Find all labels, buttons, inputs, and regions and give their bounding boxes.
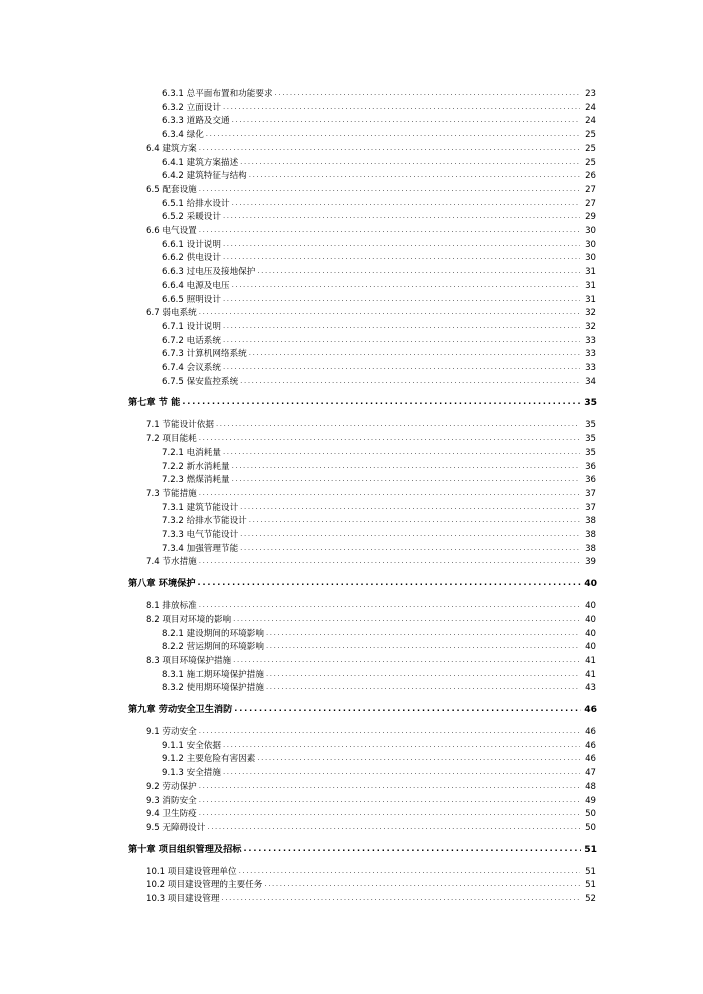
toc-entry-title: 6.6.3 过电压及接地保护	[162, 267, 256, 278]
toc-entry-title: 7.3.1 建筑节能设计	[162, 502, 239, 513]
toc-entry[interactable]	[162, 347, 596, 360]
toc-entry[interactable]	[162, 251, 596, 264]
toc-page-number: 35	[585, 420, 596, 431]
toc-entry-title: 6.6.5 照明设计	[162, 294, 221, 305]
toc-entry-title: 6.5 配套设施	[146, 184, 197, 195]
toc-page-number: 51	[585, 880, 596, 891]
toc-page-number: 33	[585, 349, 596, 360]
toc-entry-title: 7.1 节能设计依据	[146, 420, 214, 431]
toc-page-number: 25	[585, 130, 596, 141]
toc-page-number: 27	[585, 184, 596, 195]
dot-leader	[223, 447, 580, 458]
dot-leader	[239, 866, 580, 877]
toc-page-number: 50	[585, 822, 596, 833]
dot-leader	[223, 740, 580, 751]
dot-leader	[240, 157, 580, 168]
toc-entry-title: 8.2 项目对环境的影响	[146, 614, 232, 625]
toc-page-number: 24	[585, 116, 596, 127]
toc-entry-title: 第九章 劳动安全卫生消防	[128, 704, 233, 715]
dot-leader	[240, 543, 580, 554]
toc-entry-title: 7.2 项目能耗	[146, 434, 197, 445]
toc-page-number: 38	[585, 530, 596, 540]
toc-entry-title: 6.5.1 给排水设计	[162, 198, 230, 209]
toc-page-number: 51	[585, 866, 596, 877]
dot-leader	[223, 252, 580, 263]
dot-leader	[266, 682, 580, 693]
toc-entry-title: 7.3.2 给排水节能设计	[162, 516, 247, 527]
toc-entry-title: 6.3.1 总平面布置和功能要求	[162, 89, 273, 99]
toc-page-number: 41	[585, 655, 596, 666]
toc-page-number: 46	[585, 740, 596, 751]
toc-entry[interactable]	[146, 183, 596, 196]
toc-page-number: 33	[585, 335, 596, 346]
toc-page-number: 33	[585, 363, 596, 373]
dot-leader	[240, 502, 580, 513]
dot-leader	[199, 184, 580, 195]
toc-entry[interactable]	[146, 865, 596, 878]
toc-entry[interactable]	[162, 739, 596, 752]
toc-entry-title: 9.1 劳动安全	[146, 727, 197, 737]
toc-page-number: 35	[584, 397, 597, 409]
toc-page-number: 25	[585, 157, 596, 168]
dot-leader	[266, 669, 580, 680]
toc-page-number: 52	[585, 894, 596, 904]
toc-entry[interactable]	[146, 725, 596, 738]
dot-leader	[249, 515, 580, 526]
toc-entry-title: 6.7.5 保安监控系统	[162, 376, 239, 387]
toc-entry-title: 第十章 项目组织管理及招标	[128, 843, 242, 855]
dot-leader	[223, 335, 580, 346]
toc-page-number: 39	[585, 557, 596, 568]
toc-entry[interactable]	[162, 156, 596, 169]
toc-chapter-entry[interactable]	[128, 702, 597, 715]
toc-entry[interactable]	[146, 654, 596, 667]
toc-entry[interactable]	[162, 375, 596, 388]
toc-page-number: 32	[585, 308, 596, 319]
dot-leader	[232, 474, 580, 485]
toc-entry[interactable]	[162, 446, 596, 459]
toc-page-number: 40	[585, 601, 596, 612]
toc-entry[interactable]	[162, 87, 596, 100]
toc-page-number: 27	[585, 198, 596, 209]
toc-page-number: 30	[585, 253, 596, 264]
toc-entry-title: 8.3.2 使用期环境保护措施	[162, 683, 264, 694]
dot-leader	[233, 655, 580, 666]
toc-entry[interactable]	[162, 542, 596, 555]
toc-entry[interactable]	[146, 780, 596, 793]
toc-entry[interactable]	[162, 681, 596, 694]
toc-entry-title: 7.3.3 电气节能设计	[162, 530, 239, 540]
toc-page-number: 48	[585, 781, 596, 792]
toc-entry-title: 10.1 项目建设管理单位	[146, 866, 237, 877]
dot-leader	[223, 102, 580, 113]
toc-entry-title: 6.7.2 电话系统	[162, 335, 221, 346]
toc-entry-title: 8.2.2 营运期间的环境影响	[162, 642, 264, 653]
toc-entry[interactable]	[146, 821, 596, 834]
toc-entry[interactable]	[162, 334, 596, 347]
toc-entry[interactable]	[162, 293, 596, 306]
toc-entry[interactable]	[146, 807, 596, 820]
toc-entry-title: 7.3 节能措施	[146, 488, 197, 499]
toc-entry-title: 6.4 建筑方案	[146, 143, 197, 154]
toc-page-number: 23	[585, 89, 596, 99]
toc-entry[interactable]	[162, 752, 596, 765]
toc-entry-title: 8.3 项目环境保护措施	[146, 655, 232, 666]
dot-leader	[264, 879, 580, 890]
dot-leader	[182, 396, 581, 407]
toc-page-number: 26	[585, 171, 596, 182]
dot-leader	[206, 129, 580, 140]
toc-page-number: 41	[585, 669, 596, 680]
toc-entry-title: 10.2 项目建设管理的主要任务	[146, 880, 263, 891]
dot-leader	[266, 641, 580, 652]
toc-entry[interactable]	[146, 487, 596, 500]
toc-entry[interactable]	[162, 627, 596, 640]
toc-entry[interactable]	[162, 320, 596, 333]
dot-leader	[249, 170, 580, 181]
toc-entry-title: 6.6.4 电源及电压	[162, 280, 230, 291]
toc-entry-title: 6.5.2 采暖设计	[162, 212, 221, 223]
toc-page-number: 38	[585, 516, 596, 527]
toc-page-number: 43	[585, 683, 596, 694]
toc-entry[interactable]	[162, 169, 596, 182]
toc-chapter-entry[interactable]	[128, 395, 597, 408]
toc-entry-title: 7.3.4 加强管理节能	[162, 543, 239, 554]
toc-entry-title: 9.2 劳动保护	[146, 781, 197, 792]
toc-page-number: 36	[585, 461, 596, 472]
dot-leader	[199, 795, 580, 806]
toc-page-number: 32	[585, 321, 596, 332]
dot-leader	[275, 88, 580, 99]
dot-leader	[199, 488, 580, 499]
toc-entry[interactable]	[162, 640, 596, 653]
toc-entry[interactable]	[162, 473, 596, 486]
toc-page-number: 40	[585, 642, 596, 653]
toc-entry-title: 6.3.4 绿化	[162, 130, 204, 141]
toc-page-number: 36	[585, 475, 596, 486]
toc-page-number: 29	[585, 212, 596, 223]
toc-entry[interactable]	[146, 599, 596, 612]
dot-leader	[232, 280, 580, 291]
toc-entry-title: 第七章 节 能	[128, 397, 181, 409]
toc-page-number: 37	[585, 488, 596, 499]
toc-entry-title: 6.7 弱电系统	[146, 308, 197, 319]
dot-leader	[199, 600, 580, 611]
toc-page-number: 46	[584, 704, 597, 715]
toc-entry[interactable]	[146, 142, 596, 155]
toc-entry-title: 8.1 排放标准	[146, 601, 197, 612]
dot-leader	[240, 376, 580, 387]
toc-page-number: 34	[585, 376, 596, 387]
toc-entry[interactable]	[162, 279, 596, 292]
dot-leader	[232, 115, 580, 126]
toc-entry-title: 9.5 无障碍设计	[146, 822, 206, 833]
toc-entry-title: 10.3 项目建设管理	[146, 894, 220, 904]
toc-entry[interactable]	[162, 101, 596, 114]
toc-page-number: 30	[585, 239, 596, 250]
toc-page-number: 47	[585, 768, 596, 779]
toc-page-number: 35	[585, 434, 596, 445]
toc-entry-title: 6.4.2 建筑特征与结构	[162, 171, 247, 182]
dot-leader	[257, 753, 580, 764]
dot-leader	[199, 726, 580, 737]
toc-entry[interactable]	[162, 514, 596, 527]
toc-entry[interactable]	[146, 892, 596, 905]
toc-entry-title: 8.3.1 施工期环境保护措施	[162, 669, 264, 680]
toc-entry-title: 6.7.3 计算机网络系统	[162, 349, 247, 360]
toc-page-number: 49	[585, 795, 596, 806]
toc-entry[interactable]	[146, 878, 596, 891]
toc-page-number: 24	[585, 102, 596, 113]
toc-entry[interactable]	[146, 224, 596, 237]
toc-entry[interactable]	[162, 501, 596, 514]
dot-leader	[223, 239, 580, 250]
toc-entry-title: 6.4.1 建筑方案描述	[162, 157, 239, 168]
toc-entry-title: 7.2.1 电消耗量	[162, 447, 221, 458]
toc-page-number: 38	[585, 543, 596, 554]
dot-leader	[223, 321, 580, 332]
toc-page-number: 35	[585, 447, 596, 458]
dot-leader	[221, 893, 580, 904]
toc-entry[interactable]	[162, 197, 596, 210]
toc-entry[interactable]	[162, 238, 596, 251]
toc-page-number: 40	[585, 628, 596, 639]
dot-leader	[243, 843, 581, 854]
toc-page-number: 25	[585, 143, 596, 154]
toc-entry[interactable]	[146, 432, 596, 445]
dot-leader	[199, 556, 580, 567]
toc-entry[interactable]	[146, 794, 596, 807]
toc-entry-title: 第八章 环境保护	[128, 578, 196, 590]
toc-entry[interactable]	[146, 418, 596, 431]
toc-entry-title: 9.1.1 安全依据	[162, 740, 221, 751]
dot-leader	[240, 529, 580, 540]
dot-leader	[199, 433, 580, 444]
dot-leader	[266, 628, 580, 639]
toc-entry-title: 6.6 电气设置	[146, 226, 197, 236]
toc-entry-title: 6.6.2 供电设计	[162, 253, 221, 264]
dot-leader	[223, 294, 580, 305]
toc-entry-title: 6.6.1 设计说明	[162, 239, 221, 250]
toc-page-number: 50	[585, 809, 596, 820]
dot-leader	[207, 822, 580, 833]
toc-entry[interactable]	[162, 528, 596, 541]
dot-leader	[232, 461, 580, 472]
dot-leader	[223, 211, 580, 222]
toc-chapter-entry[interactable]	[128, 842, 597, 855]
dot-leader	[216, 419, 580, 430]
dot-leader	[199, 143, 580, 154]
toc-entry-title: 9.4 卫生防疫	[146, 809, 197, 820]
toc-entry-title: 9.1.2 主要危险有害因素	[162, 754, 256, 765]
toc-entry-title: 7.2.3 燃煤消耗量	[162, 475, 230, 486]
dot-leader	[199, 808, 580, 819]
toc-entry-title: 8.2.1 建设期间的环境影响	[162, 628, 264, 639]
toc-entry[interactable]	[162, 128, 596, 141]
toc-entry[interactable]	[146, 555, 596, 568]
dot-leader	[199, 781, 580, 792]
dot-leader	[249, 348, 580, 359]
dot-leader	[223, 362, 580, 373]
toc-entry-title: 6.3.2 立面设计	[162, 102, 221, 113]
toc-entry-title: 7.4 节水措施	[146, 557, 197, 568]
toc-entry-title: 6.7.4 会议系统	[162, 363, 221, 373]
toc-entry[interactable]	[162, 265, 596, 278]
toc-entry[interactable]	[162, 668, 596, 681]
dot-leader	[232, 198, 580, 209]
toc-entry[interactable]	[162, 210, 596, 223]
toc-page-number: 51	[584, 843, 597, 855]
dot-leader	[199, 307, 580, 318]
toc-entry[interactable]	[162, 361, 596, 374]
toc-entry[interactable]	[146, 306, 596, 319]
dot-leader	[257, 266, 580, 277]
toc-page-number: 40	[585, 614, 596, 625]
toc-entry-title: 6.3.3 道路及交通	[162, 116, 230, 127]
toc-entry[interactable]	[162, 460, 596, 473]
toc-entry-title: 9.3 消防安全	[146, 795, 197, 806]
dot-leader	[198, 577, 581, 588]
toc-page-number: 31	[585, 267, 596, 278]
toc-page-number: 46	[585, 754, 596, 765]
toc-entry-title: 7.2.2 新水消耗量	[162, 461, 230, 472]
dot-leader	[233, 614, 580, 625]
toc-page-number: 31	[585, 280, 596, 291]
toc-entry[interactable]	[162, 114, 596, 127]
toc-page-number: 40	[584, 578, 597, 590]
toc-page-number: 37	[585, 502, 596, 513]
toc-page-number: 46	[585, 727, 596, 737]
toc-page-number: 31	[585, 294, 596, 305]
toc-entry-title: 9.1.3 安全措施	[162, 768, 221, 779]
toc-entry[interactable]	[146, 613, 596, 626]
dot-leader	[223, 767, 580, 778]
dot-leader	[199, 225, 580, 236]
dot-leader	[234, 703, 581, 714]
toc-entry-title: 6.7.1 设计说明	[162, 321, 221, 332]
toc-chapter-entry[interactable]	[128, 576, 597, 589]
toc-entry[interactable]	[162, 766, 596, 779]
toc-page-number: 30	[585, 226, 596, 236]
